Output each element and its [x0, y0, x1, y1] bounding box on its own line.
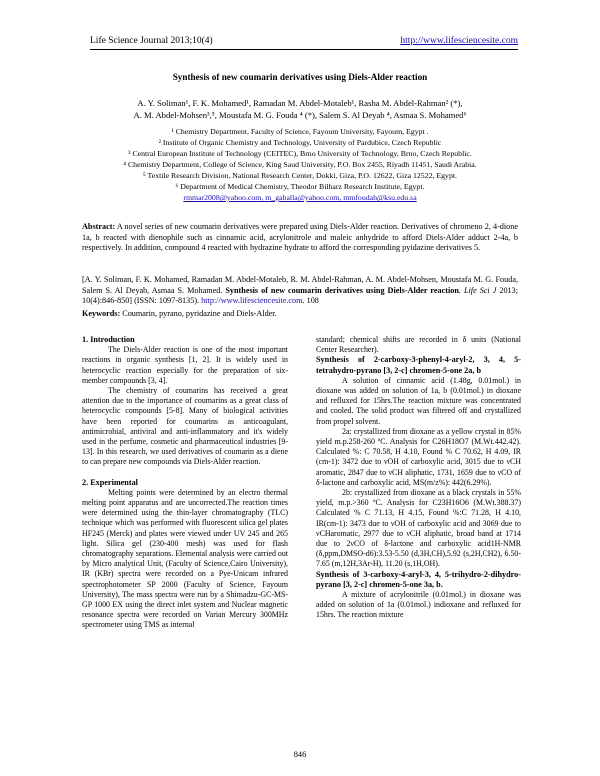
intro-paragraph-1: The Diels-Alder reaction is one of the most important reactions in organic synthesis [1, 2]. It is widely used in heterocyclic reaction especially for the preparation of six-member compounds [3, 4]. — [82, 345, 288, 385]
journal-url-link[interactable]: http://www.lifesciencesite.com — [400, 36, 518, 46]
citation-authors: [A. Y. Soliman, F. K. Mohamed, Ramadan M. Abdel-Motaleb, R. M. Abdel-Rahman, A. M. Abdel-Mohsen, Moustafa M. G. Fouda, Salem S. Al Deyab, Asmaa S. Mohamed. — [82, 275, 518, 295]
citation-number: . 108 — [302, 296, 319, 306]
keywords — [82, 309, 518, 318]
running-header — [90, 36, 518, 48]
affiliations — [60, 126, 540, 203]
journal-name: Life Science Journal 2013;10(4) — [90, 36, 213, 46]
page-number: 846 — [293, 750, 307, 759]
citation-title: Synthesis of new coumarin derivatives using Diels-Alder reaction — [225, 285, 459, 295]
author-list — [70, 97, 530, 121]
abstract-label: Abstract: — [82, 222, 116, 231]
abstract-text: A novel series of new coumarin derivatives were prepared using Diels-Alder reaction. Derivatives of chromeno 2, 4-dione 1a, b reacted with dienophile such as cinnamic acid, acrylonitrole and maleic anhydride to afford Diels-Alder adduct 2-4a, b respectively. In addition, compound 4 reacted with hydrazine hydrate to afford the corresponding pyidazine derivatives 5. — [82, 222, 518, 253]
affiliation-3: ³ Central European Institute of Technology (CEITEC), Brno University of Technology, Brno, Czech Republic. — [128, 149, 472, 158]
affiliation-1: ¹ Chemistry Department, Faculty of Science, Fayoum University, Fayoum, Egypt . — [171, 127, 429, 136]
experimental-heading: 2. Experimental — [82, 477, 138, 487]
compound-2a-data: 2a: crystallized from dioxane as a yellow crystal in 85% yield m.p.258-260 ºC. Analysis for C26H18O7 (M.Wt.442.42). Calculated %: C 70.58, H 4.10, Found % C 70.62, H 4.09, IR (cm-1): 3472 due to νOH of carboxylic acid, 3015 due to νCH aromatic, 2847 due to νCH aliphatic, 1731, 1659 due to νCO of δ-lactone and carboxylic acid, MS(m/z%): 442(6.29%). — [316, 426, 521, 487]
citation-link[interactable]: http://www.lifesciencesite.com — [201, 296, 303, 306]
procedure-paragraph-3ab: A mixture of acrylonitrile (0.01mol.) in dioxane was added on solution of 1a (0.01mol.) indioxane and refluxed for 15hrs. The reaction mixture — [316, 590, 521, 620]
compound-2b-data: 2b: crystallized from dioxane as a black crystals in 55% yield, m.p.>360 ºC. Analysis for C23H16O6 (M.Wt.388.37) Calculated % C 71.13, H 4.15, Found %:C 71.28, H 4.10, IR(cm-1): 3473 due to νOH of carboxylic acid and 3069 due to νCHaromatic, 2977 due to νCH aliphatic, broad band at 1714 due to 2νCO of δ-lactone and carboxylic acid1H-NMR (δ,ppm,DMSO-d6):3.53-5.50 (d,3H,CH),5.92 (s,2H,CH2), 6.50-7.65 (m,12H,3Ar-H), 11.20 (s,1H,OH). — [316, 488, 521, 569]
abstract — [82, 222, 518, 254]
left-column — [82, 335, 288, 631]
citation-details: 2013; 10(4):846-850] (ISSN: 1097-8135). — [82, 285, 518, 306]
author-line-2: A. M. Abdel-Mohsen³,⁵, Moustafa M. G. Fouda ⁴ (*), Salem S. Al Deyab ⁴, Asmaa S. Mohamed⁶ — [133, 110, 467, 120]
contact-emails[interactable]: rmmar2008@yahoo.com, m_gaballa@yahoo.com, mmfoudah@ksu.edu.sa — [183, 193, 417, 202]
intro-paragraph-2: The chemistry of coumarins has received a great attention due to the importance of coumarins as a great class of heterocyclic compounds [5-8]. Many of biological activities have been reported for coumarins as anticoagulant, antimicrobial, antiviral and anti-inflammatory and it's widely used in the perfume, cosmetic and pharmaceutical industries [9-13]. In this research, we used derivatives of coumarin as a diene to can prepare new compounds via Diels-Alder reaction. — [82, 386, 288, 467]
continued-paragraph: standard; chemical shifts are recorded in δ units (National Center Researcher). — [316, 335, 521, 355]
experimental-paragraph: Melting points were determined by an electro thermal melting point apparatus and are uncorrected.The reaction times were determined using the thin-layer chromatography (TLC) technique which was performed with fluorescent silica gel plates HF245 (Merck) and plates were viewed under UV 245 and 265 light. Silica gel (230-400 mesh) was used for flash chromatography separations. Elemental analysis were carried out by Micro analytical Unit, (Faculty of Science,Cairo University), IR (KBr) spectra were recorded on a Pye-Unicam infrared spectrophotometer SP 2000 (Faculty of Science, Fayoum University), The mass spectra were run by a Shimadzu-GC-MS-GP 1000 EX using the direct inlet system and Nuclear magnetic resonance spectra were recorded on Varian Mercury 300MHz spectrometer using TMS as internal — [82, 487, 288, 630]
procedure-paragraph-2ab: A solution of cinnamic acid (1.48g, 0.01mol.) in dioxane was added on solution of 1a, b (0.01mol.) in dioxane and refluxed for 15hrs.The reaction mixture was concentrated and cooled. The solid product was filtered off and crystallized from propel solvent. — [316, 375, 521, 426]
citation-journal: . Life Sci J — [458, 285, 497, 295]
synthesis-heading-2ab: Synthesis of 2-carboxy-3-phenyl-4-aryl-2, 3, 4, 5-tetrahydro-pyrano [3, 2-c] chromen-5-one 2a, b — [316, 355, 521, 375]
author-line-1: A. Y. Soliman¹, F. K. Mohamed¹, Ramadan M. Abdel-Motaleb¹, Rasha M. Abdel-Rahman² (*), — [137, 98, 463, 108]
citation — [82, 275, 518, 307]
keywords-label: Keywords: — [82, 309, 121, 318]
affiliation-4: ⁴ Chemistry Department, College of Science, King Saud University, P.O. Box 2455, Riyadh 11451, Saudi Arabia. — [123, 160, 477, 169]
synthesis-heading-3ab: Synthesis of 3-carboxy-4-aryl-3, 4, 5-trihydro-2-dihydro- pyrano [3, 2-c] chromen-5-one 3a, b. — [316, 569, 521, 589]
header-rule — [90, 49, 518, 50]
right-column — [316, 335, 521, 621]
paper-title: Synthesis of new coumarin derivatives using Diels-Alder reaction — [172, 72, 428, 82]
introduction-heading: 1. Introduction — [82, 335, 135, 344]
affiliation-6: ⁶ Department of Medical Chemistry, Theodor Bilharz Research Institute, Egypt. — [175, 182, 425, 191]
keywords-text: Coumarin, pyrano, pyridazine and Diels-Alder. — [120, 309, 277, 318]
affiliation-5: ⁵ Textile Research Division, National Research Center, Dokki, Giza, P.O. 12622, Giza 12522, Egypt. — [143, 171, 457, 180]
affiliation-2: ² Institute of Organic Chemistry and Technology, University of Pardubice, Czech Republic — [158, 138, 442, 147]
